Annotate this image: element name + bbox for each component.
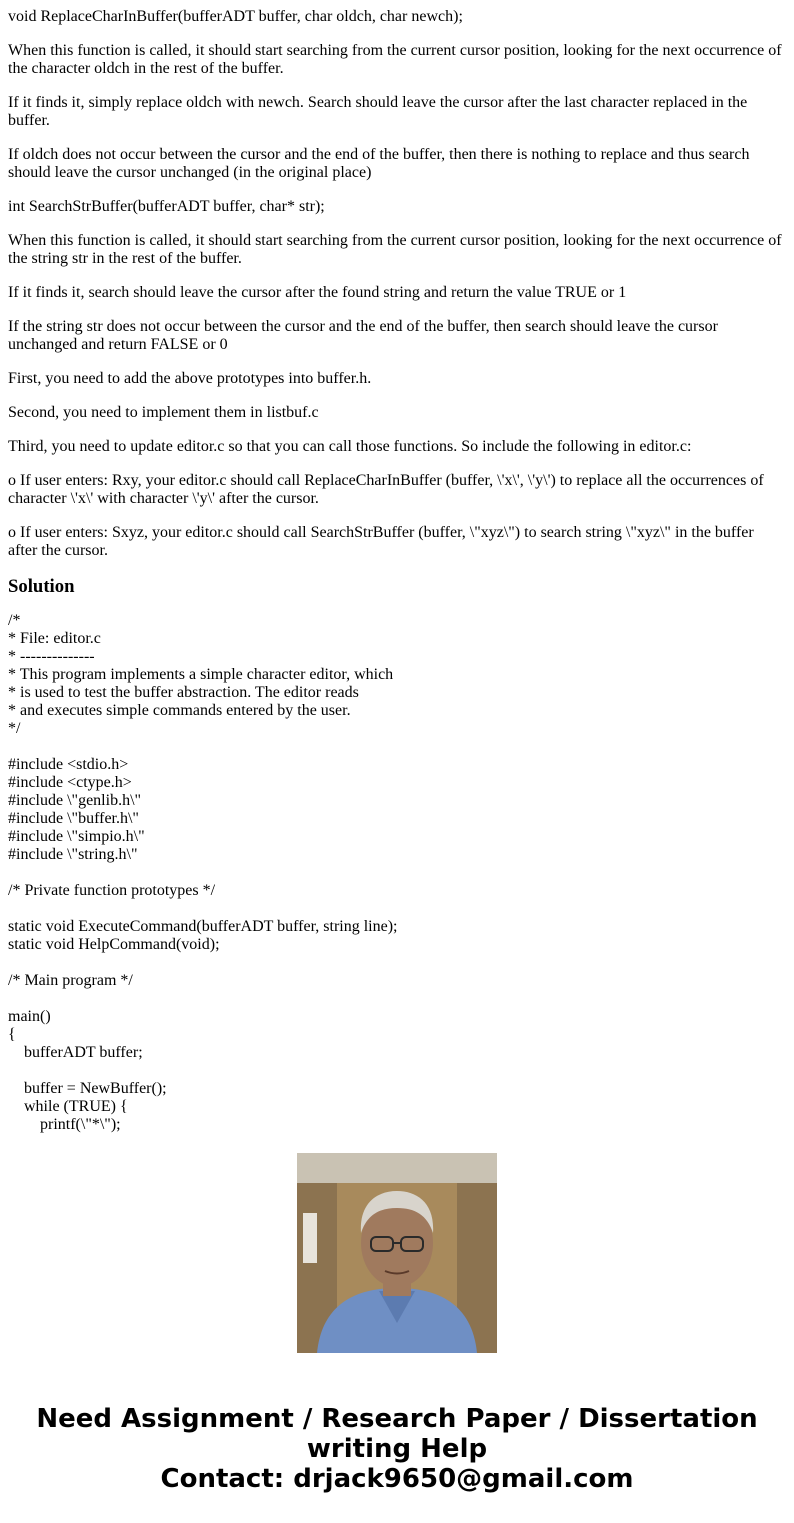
promo-contact[interactable]: Contact: drjack9650@gmail.com [160,1464,634,1494]
paragraph-search-desc: When this function is called, it should start searching from the current cursor position, looking for the next occurrence of the string str in the rest of the buffer. [8,232,782,267]
paragraph-option-search: o If user enters: Sxyz, your editor.c should call SearchStrBuffer (buffer, \"xyz\") to search string \"xyz\" in the buffer after the cursor. [8,524,754,559]
promo-banner [0,1404,794,1494]
document-body [8,0,786,1133]
person-photo-icon [297,1153,497,1353]
paragraph-search-found: If it finds it, search should leave the cursor after the found string and return the value TRUE or 1 [8,284,627,301]
promo-line-1: Need Assignment / Research Paper / Dissertation [36,1404,758,1434]
paragraph-replace-desc: When this function is called, it should start searching from the current cursor position, looking for the next occurrence of the character oldch in the rest of the buffer. [8,42,782,77]
paragraph-step-second: Second, you need to implement them in listbuf.c [8,404,319,421]
paragraph-step-first: First, you need to add the above prototypes into buffer.h. [8,370,372,387]
paragraph-prototype-search: int SearchStrBuffer(bufferADT buffer, char* str); [8,198,325,215]
solution-heading: Solution [8,576,75,597]
paragraph-replace-notfound: If oldch does not occur between the cursor and the end of the buffer, then there is nothing to replace and thus search should leave the cursor unchanged (in the original place) [8,146,750,181]
promo-line-2: writing Help [306,1434,488,1464]
paragraph-prototype-replace: void ReplaceCharInBuffer(bufferADT buffer, char oldch, char newch); [8,8,463,25]
paragraph-replace-found: If it finds it, simply replace oldch with newch. Search should leave the cursor after the last character replaced in the buffer. [8,94,748,129]
code-block: /* * File: editor.c * -------------- * This program implements a simple character editor, which * is used to test the buffer abstraction. The editor reads * and executes simple commands entered by the user. */ #include <stdio.h> #include <ctype.h> #include \"genlib.h\" #include \"buffer.h\" #include \"simpio.h\" #include \"string.h\" /* Private function prototypes */ static void ExecuteCommand(bufferADT buffer, string line); static void HelpCommand(void); /* Main program */ main() { bufferADT buffer; buffer = NewBuffer(); while (TRUE) { printf(\"*\"); [8,612,398,1133]
paragraph-search-notfound: If the string str does not occur between the cursor and the end of the buffer, then search should leave the cursor unchanged and return FALSE or 0 [8,318,718,353]
paragraph-step-third: Third, you need to update editor.c so that you can call those functions. So include the following in editor.c: [8,438,692,455]
code-viewport[interactable] [8,612,786,1133]
paragraph-option-replace: o If user enters: Rxy, your editor.c should call ReplaceCharInBuffer (buffer, \'x\', \'y\') to replace all the occurrences of character \'x\' with character \'y\' after the cursor. [8,472,764,507]
